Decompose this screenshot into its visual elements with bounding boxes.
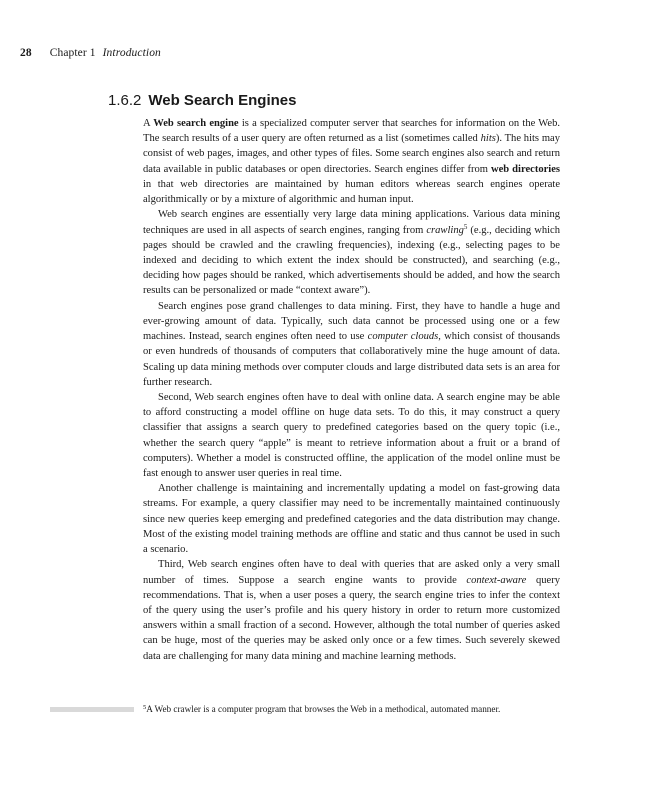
paragraph-3 xyxy=(143,299,560,390)
text-run: in that web directories are maintained by human editors whereas search engines operate algorithmically or by a mixture of algorithmic and human input. xyxy=(143,178,560,206)
paragraph-6 xyxy=(143,557,560,664)
paragraph-1 xyxy=(143,116,560,207)
text-run: is a specialized computer server that searches for information on the Web. The search results of a user query are often returned as a list (sometimes called xyxy=(143,118,561,145)
text-run: query recommendations. That is, when a user poses a query, the search engine tries to infer the context of the query using the user’s profile and his query history in order to return more customized answers within a small fraction of a second. However, although the total number of queries asked can be huge, most of the queries may be asked only once or a few times. Such severely skewed data are challenging for many data mining and machine learning methods. xyxy=(143,574,560,662)
term-web-directories: web directories xyxy=(490,163,561,175)
text-run: (e.g., deciding which pages should be crawled and the crawling frequencies), indexing (e.g., selecting pages to be indexed and deciding to which extent the index should be constructed), and searching (e.g., deciding how pages should be ranked, which advertisements should be added, and how the search results can be personalized or made “context aware”). xyxy=(143,224,560,297)
text-run: ). The hits may consist of web pages, images, and other types of files. Some search engines also search and return data available in public databases or open directories. Search engines differ from xyxy=(143,133,560,175)
footnote xyxy=(143,703,583,715)
term-web-search-engine: Web search engine xyxy=(153,118,239,129)
body-text xyxy=(143,116,560,664)
section-heading xyxy=(108,92,296,109)
footnote-marker: 5 xyxy=(143,704,147,711)
term-computer-clouds: computer clouds xyxy=(367,331,439,343)
section-number: 1.6.2 xyxy=(108,92,142,109)
section-title: Web Search Engines xyxy=(148,92,297,109)
footnote-rule xyxy=(50,707,134,712)
footnote-text: A Web crawler is a computer program that browses the Web in a methodical, automated manner. xyxy=(146,704,501,714)
chapter-title: Introduction xyxy=(102,47,161,59)
term-crawling: crawling xyxy=(426,224,464,236)
paragraph-4: Second, Web search engines often have to deal with online data. A search engine may be able to afford constructing a model offline on huge data sets. To do this, it may construct a query classifier that assigns a search query to predefined categories based on the query topic (i.e., whether the search query “apple” is meant to retrieve information about a fruit or a brand of computers). Whether a model is constructed offline, the application of the model online must be fast enough to answer user queries in real time. xyxy=(143,391,560,480)
paragraph-2 xyxy=(143,207,560,298)
running-head xyxy=(20,47,161,59)
text-run: Search engines pose grand challenges to data mining. First, they have to handle a huge and ever-growing amount of data. Typically, such data cannot be processed using one or a few machines. Instead, search engines often need to use xyxy=(143,300,560,343)
chapter-label: Chapter 1 xyxy=(49,47,96,59)
text-run: Third, Web search engines often have to deal with queries that are asked only a very small number of times. Suppose a search engine wants to provide xyxy=(143,559,560,586)
text-run: , which consist of thousands or even hundreds of thousands of computers that collaboratively mine the huge amount of data. Scaling up data mining methods over computer clouds and large distributed data sets is an area for further research. xyxy=(143,331,561,388)
term-hits: hits xyxy=(480,133,496,145)
page-number: 28 xyxy=(20,47,32,59)
text-run: A xyxy=(143,118,154,129)
term-context-aware: context-aware xyxy=(466,574,527,586)
footnote-reference[interactable]: 5 xyxy=(463,222,468,231)
paragraph-5: Another challenge is maintaining and incrementally updating a model on fast-growing data streams. For example, a query classifier may need to be incrementally maintained continuously since new queries keep emerging and predefined categories and the data distribution may change. Most of the existing model training methods are offline and static and thus cannot be used in such a scenario. xyxy=(143,483,560,556)
text-run: Web search engines are essentially very large data mining applications. Various data mining techniques are used in all aspects of search engines, ranging from xyxy=(143,209,560,236)
